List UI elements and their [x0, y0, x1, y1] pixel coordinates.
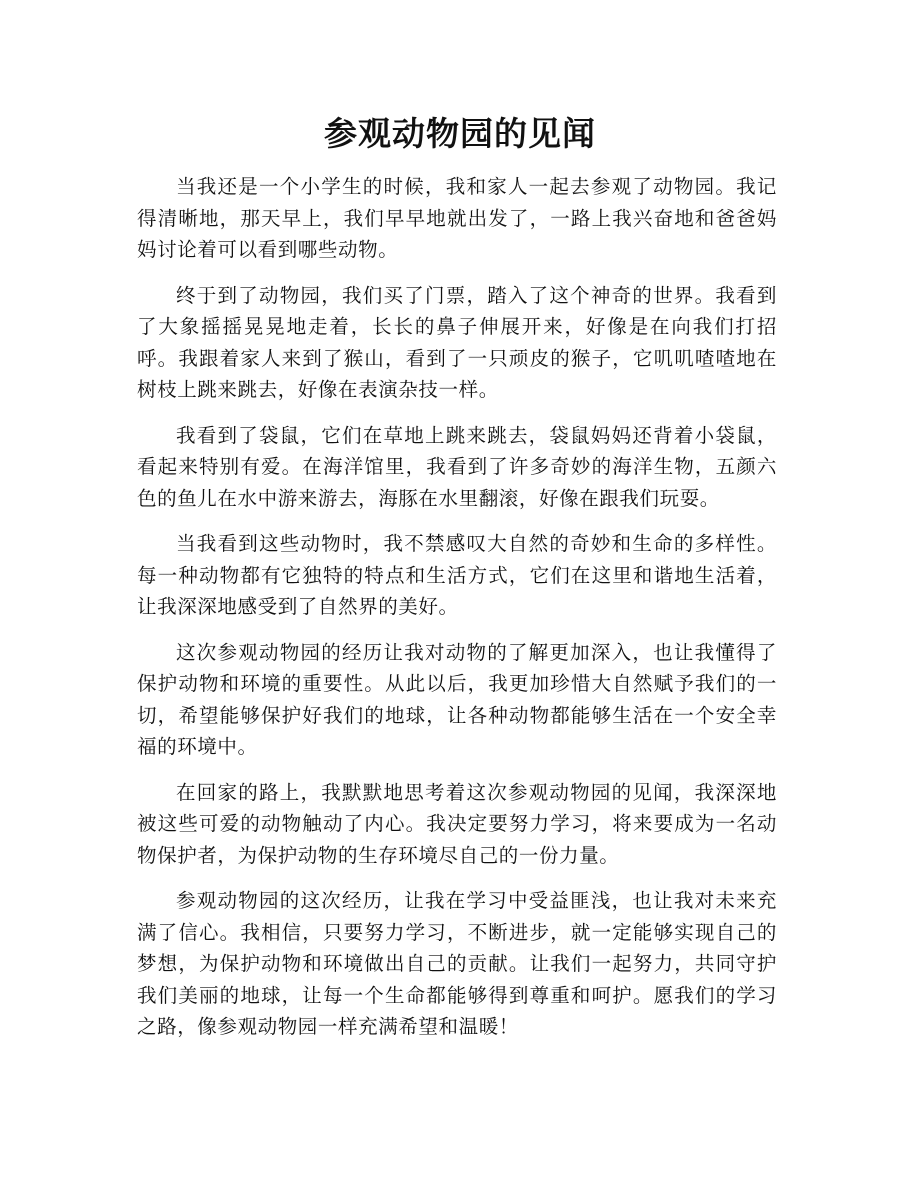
paragraph-6: 在回家的路上，我默默地思考着这次参观动物园的见闻，我深深地被这些可爱的动物触动了内心。我决定要努力学习，将来要成为一名动物保护者，为保护动物的生存环境尽自己的一份力量。: [137, 780, 777, 867]
paragraph-5: 这次参观动物园的经历让我对动物的了解更加深入，也让我懂得了保护动物和环境的重要性。从此以后，我更加珍惜大自然赋予我们的一切，希望能够保护好我们的地球，让各种动物都能够生活在一个安全幸福的环境中。: [137, 640, 777, 758]
paragraph-3: 我看到了袋鼠，它们在草地上跳来跳去，袋鼠妈妈还背着小袋鼠，看起来特别有爱。在海洋馆里，我看到了许多奇妙的海洋生物，五颜六色的鱼儿在水中游来游去，海豚在水里翻滚，好像在跟我们玩耍。: [137, 423, 777, 510]
paragraph-7: 参观动物园的这次经历，让我在学习中受益匪浅，也让我对未来充满了信心。我相信，只要努力学习，不断进步，就一定能够实现自己的梦想，为保护动物和环境做出自己的贡献。让我们一起努力，共同守护我们美丽的地球，让每一个生命都能够得到尊重和呵护。愿我们的学习之路，像参观动物园一样充满希望和温暖！: [137, 889, 777, 1038]
paragraph-2: 终于到了动物园，我们买了门票，踏入了这个神奇的世界。我看到了大象摇摇晃晃地走着，长长的鼻子伸展开来，好像是在向我们打招呼。我跟着家人来到了猴山，看到了一只顽皮的猴子，它叽叽喳喳地在树枝上跳来跳去，好像在表演杂技一样。: [137, 283, 777, 401]
document-title: 参观动物园的见闻: [324, 114, 596, 153]
document-body: [137, 171, 777, 1057]
paragraph-4: 当我看到这些动物时，我不禁感叹大自然的奇妙和生命的多样性。每一种动物都有它独特的特点和生活方式，它们在这里和谐地生活着，让我深深地感受到了自然界的美好。: [137, 532, 777, 618]
paragraph-1: 当我还是一个小学生的时候，我和家人一起去参观了动物园。我记得清晰地，那天早上，我们早早地就出发了，一路上我兴奋地和爸爸妈妈讨论着可以看到哪些动物。: [137, 175, 777, 261]
